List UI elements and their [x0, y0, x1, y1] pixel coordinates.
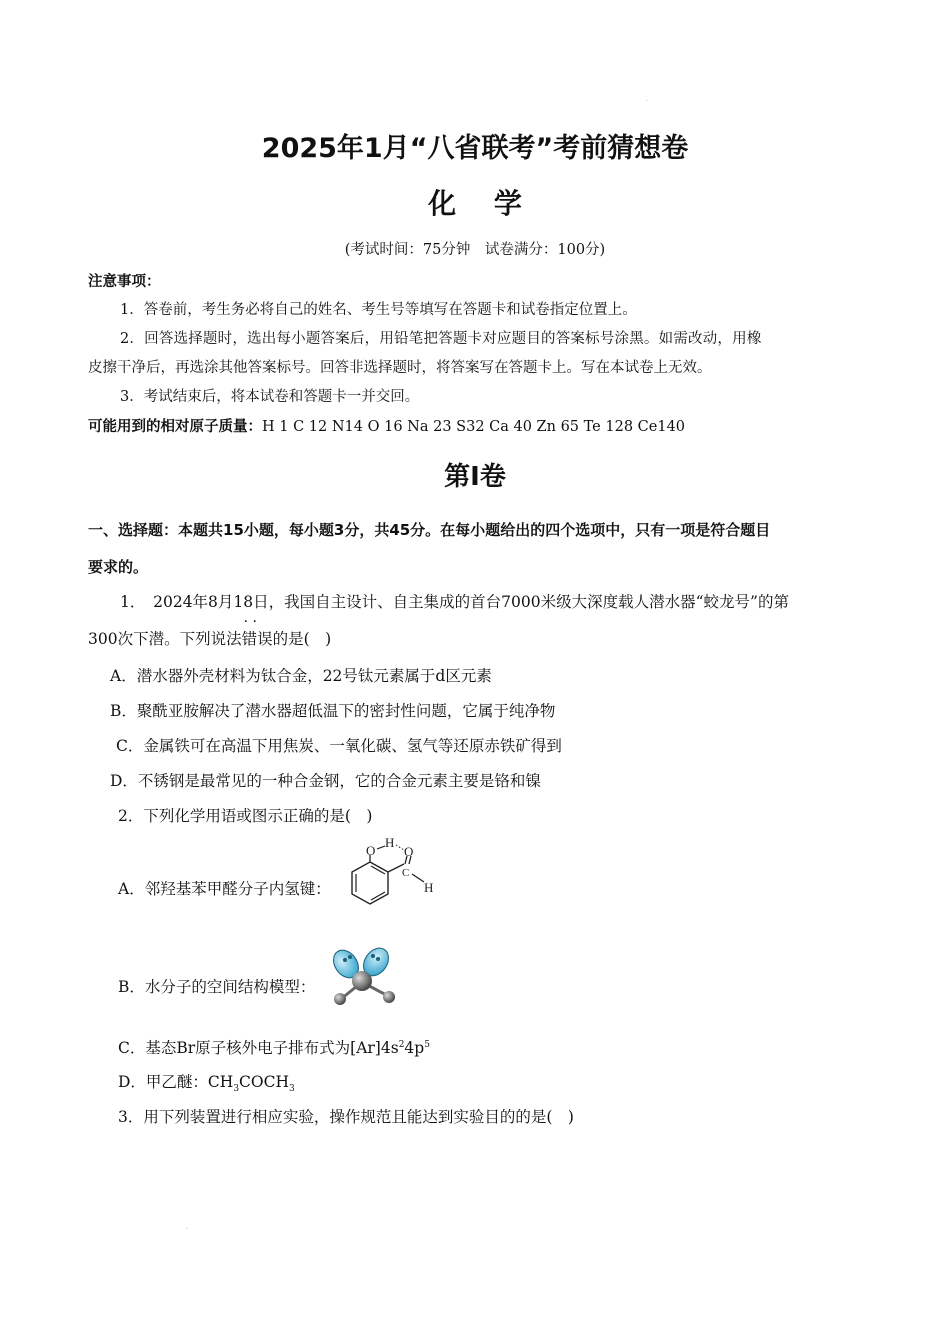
q1-option-a: A．潜水器外壳材料为钛合金，22号钛元素属于d区元素: [110, 667, 492, 685]
electron-dot: [376, 957, 380, 961]
atomic-masses-label: 可能用到的相对原子质量：: [88, 419, 262, 435]
part-heading: 一、选择题：本题共15小题，每小题3分，共45分。在每小题给出的四个选项中，只有一项是符合题目: [88, 521, 771, 539]
notice-item-1: 1．答卷前，考生务必将自己的姓名、考生号等填写在答题卡和试卷指定位置上。: [120, 302, 637, 318]
q2-option-c: [118, 1036, 430, 1058]
atomic-masses-values: H 1 C 12 N14 O 16 Na 23 S32 Ca 40 Zn 65 Te 128 Ce140: [262, 419, 686, 435]
hydrogen-atom-right: [383, 991, 395, 1003]
scan-mark: .: [186, 1224, 188, 1231]
salicylaldehyde-structure: [340, 834, 450, 924]
hydrogen-atom-left: [334, 993, 346, 1005]
q1-option-b: B．聚酰亚胺解决了潜水器超低温下的密封性问题，它属于纯净物: [110, 702, 556, 720]
bond-c-h: [412, 874, 424, 882]
hydrogen-bond: [396, 845, 404, 850]
q2-stem: 2．下列化学用语或图示正确的是( ): [118, 807, 373, 825]
q2-option-a: A．邻羟基苯甲醛分子内氢键：: [118, 880, 331, 898]
atom-o-hydroxyl: O: [366, 843, 376, 858]
oxygen-atom: [352, 971, 372, 991]
electron-dot: [348, 955, 352, 959]
atom-c-aldehyde: C: [402, 867, 410, 879]
notice-item-2b: 皮擦干净后，再选涂其他答案标号。回答非选择题时，将答案写在答题卡上。写在本试卷上无效。: [88, 360, 712, 376]
q1-stem-line2: [88, 627, 331, 649]
scan-mark: .: [646, 96, 648, 103]
atom-o-carbonyl: O: [404, 844, 414, 859]
atom-h-aldehyde: H: [424, 880, 434, 895]
q2-option-d: [118, 1070, 295, 1094]
bond-o-h: [377, 846, 385, 849]
benzene-ring: [352, 862, 388, 904]
notice-title: 注意事项：: [88, 274, 161, 290]
q2-d-mid: COCH: [239, 1073, 289, 1091]
q2-c-text: C．基态Br原子核外电子排布式为[Ar]4s: [118, 1039, 399, 1057]
q2-d-sub-2: 3: [289, 1084, 295, 1095]
section-title: 第Ⅰ卷: [444, 462, 506, 492]
notice-item-2a: 2．回答选择题时，选出每小题答案后，用铅笔把答题卡对应题目的答案标号涂黑。如需改动，用橡: [120, 331, 762, 347]
q2-c-mid: 4p: [404, 1039, 425, 1057]
subject-title: 化 学: [428, 187, 536, 220]
electron-dot: [371, 954, 375, 958]
q2-c-sup-1: 2: [398, 1039, 405, 1050]
q2-d-sub-1: 3: [233, 1084, 240, 1095]
part-heading-cont: 要求的。: [88, 558, 149, 576]
q1-option-c: C．金属铁可在高温下用焦炭、一氧化碳、氢气等还原赤铁矿得到: [116, 737, 562, 755]
q1-stem-line1: 1． 2024年8月18日，我国自主设计、自主集成的首台7000米级大深度载人潜水器“蛟龙号”的第: [120, 593, 789, 611]
q1-stem-pre: 300次下潜。下列说法: [88, 630, 242, 648]
exam-title: 2025年1月“八省联考”考前猜想卷: [261, 133, 689, 164]
exam-info: (考试时间：75分钟 试卷满分：100分): [344, 242, 606, 258]
q1-emphasis: · · 错误: [242, 630, 273, 648]
atom-h-hydroxyl: H: [385, 835, 395, 850]
water-model: [326, 944, 402, 1008]
q1-option-d: D．不锈钢是最常见的一种合金钢，它的合金元素主要是铬和镍: [110, 772, 541, 790]
notice-item-3: 3．考试结束后，将本试卷和答题卡一并交回。: [120, 389, 420, 405]
q1-stem-post: 的是( ): [272, 630, 332, 648]
electron-dot: [343, 958, 347, 962]
atomic-masses: [88, 415, 685, 436]
q3-stem: 3．用下列装置进行相应实验，操作规范且能达到实验目的的是( ): [118, 1108, 574, 1126]
q2-c-sup-2: 5: [424, 1039, 430, 1050]
q2-option-b: B．水分子的空间结构模型：: [118, 978, 316, 996]
q2-d-text: D．甲乙醚：CH: [118, 1073, 234, 1091]
